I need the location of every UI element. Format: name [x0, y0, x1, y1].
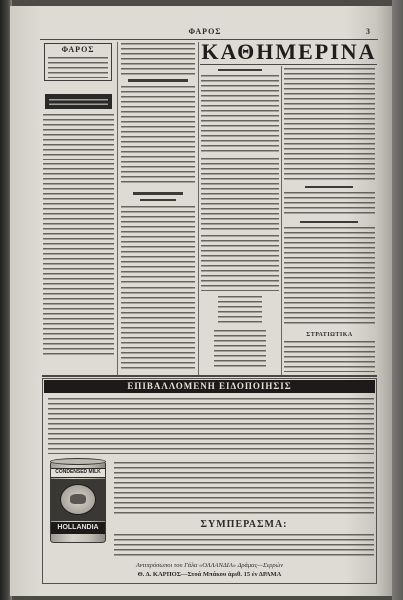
illegible-text-block [49, 99, 108, 105]
milk-can-brand: HOLLANDIA [57, 524, 99, 531]
advert-separator [42, 375, 377, 377]
illegible-text-block [121, 287, 195, 372]
illegible-text-block [201, 235, 279, 291]
illegible-text-block [43, 114, 114, 160]
illegible-text-block [201, 75, 279, 155]
illegible-text-block [201, 158, 279, 232]
column-divider [117, 42, 118, 375]
article-heading [133, 192, 183, 195]
illegible-text-block [284, 341, 375, 372]
masthead-title: ΦΑΡΟΣ [188, 27, 222, 36]
article-heading [300, 221, 358, 223]
address-line: Θ. Δ. ΚΑΡΠΟΣ—Στοά Μπάκου ἀριθ. 15 ἐν ΔΡΑΜΑ [137, 571, 282, 578]
military-heading: ΣΤΡΑΤΙΩΤΙΚΑ [306, 332, 353, 338]
illegible-text-block [121, 86, 195, 186]
illegible-text-block [43, 228, 114, 280]
conclusion-heading: ΣΥΜΠΕΡΑΣΜΑ: [200, 519, 288, 530]
article-heading [218, 69, 262, 71]
milk-can-label: CONDENSED MILK [55, 469, 101, 475]
name-list [214, 330, 266, 370]
advert-banner-title: ΕΠΙΒΑΛΛΟΜΕΝΗ ΕΙΔΟΠΟΙΗΣΙΣ [127, 381, 292, 391]
section-rule [200, 64, 377, 65]
small-advert-title: ΦΑΡΟΣ [61, 45, 95, 54]
milk-can-rim [50, 458, 106, 465]
page-number: 3 [366, 27, 370, 36]
illegible-text-block [43, 163, 114, 225]
illegible-text-block [121, 43, 195, 75]
cow-icon [70, 494, 86, 504]
illegible-text-block [114, 462, 374, 516]
article-heading [305, 186, 353, 188]
illegible-text-block [284, 192, 375, 216]
name-list [218, 296, 262, 326]
article-heading [128, 79, 188, 82]
illegible-text-block [114, 534, 374, 559]
illegible-text-block [48, 57, 108, 78]
illegible-text-block [284, 68, 375, 180]
agent-line: Αντιπρόσωποι του Γάλα «ΟΛΛΑΝΔΙΑ» Δράμας—Σερρών [135, 562, 284, 569]
section-title: ΚΑΘΗΜΕΡΙΝΑ [201, 39, 377, 64]
illegible-text-block [284, 227, 375, 327]
illegible-text-block [48, 398, 374, 454]
column-divider [281, 66, 282, 375]
article-subheading [140, 199, 176, 201]
illegible-text-block [43, 283, 114, 355]
column-divider [198, 42, 199, 375]
illegible-text-block [121, 206, 195, 284]
page-edge [392, 0, 403, 600]
